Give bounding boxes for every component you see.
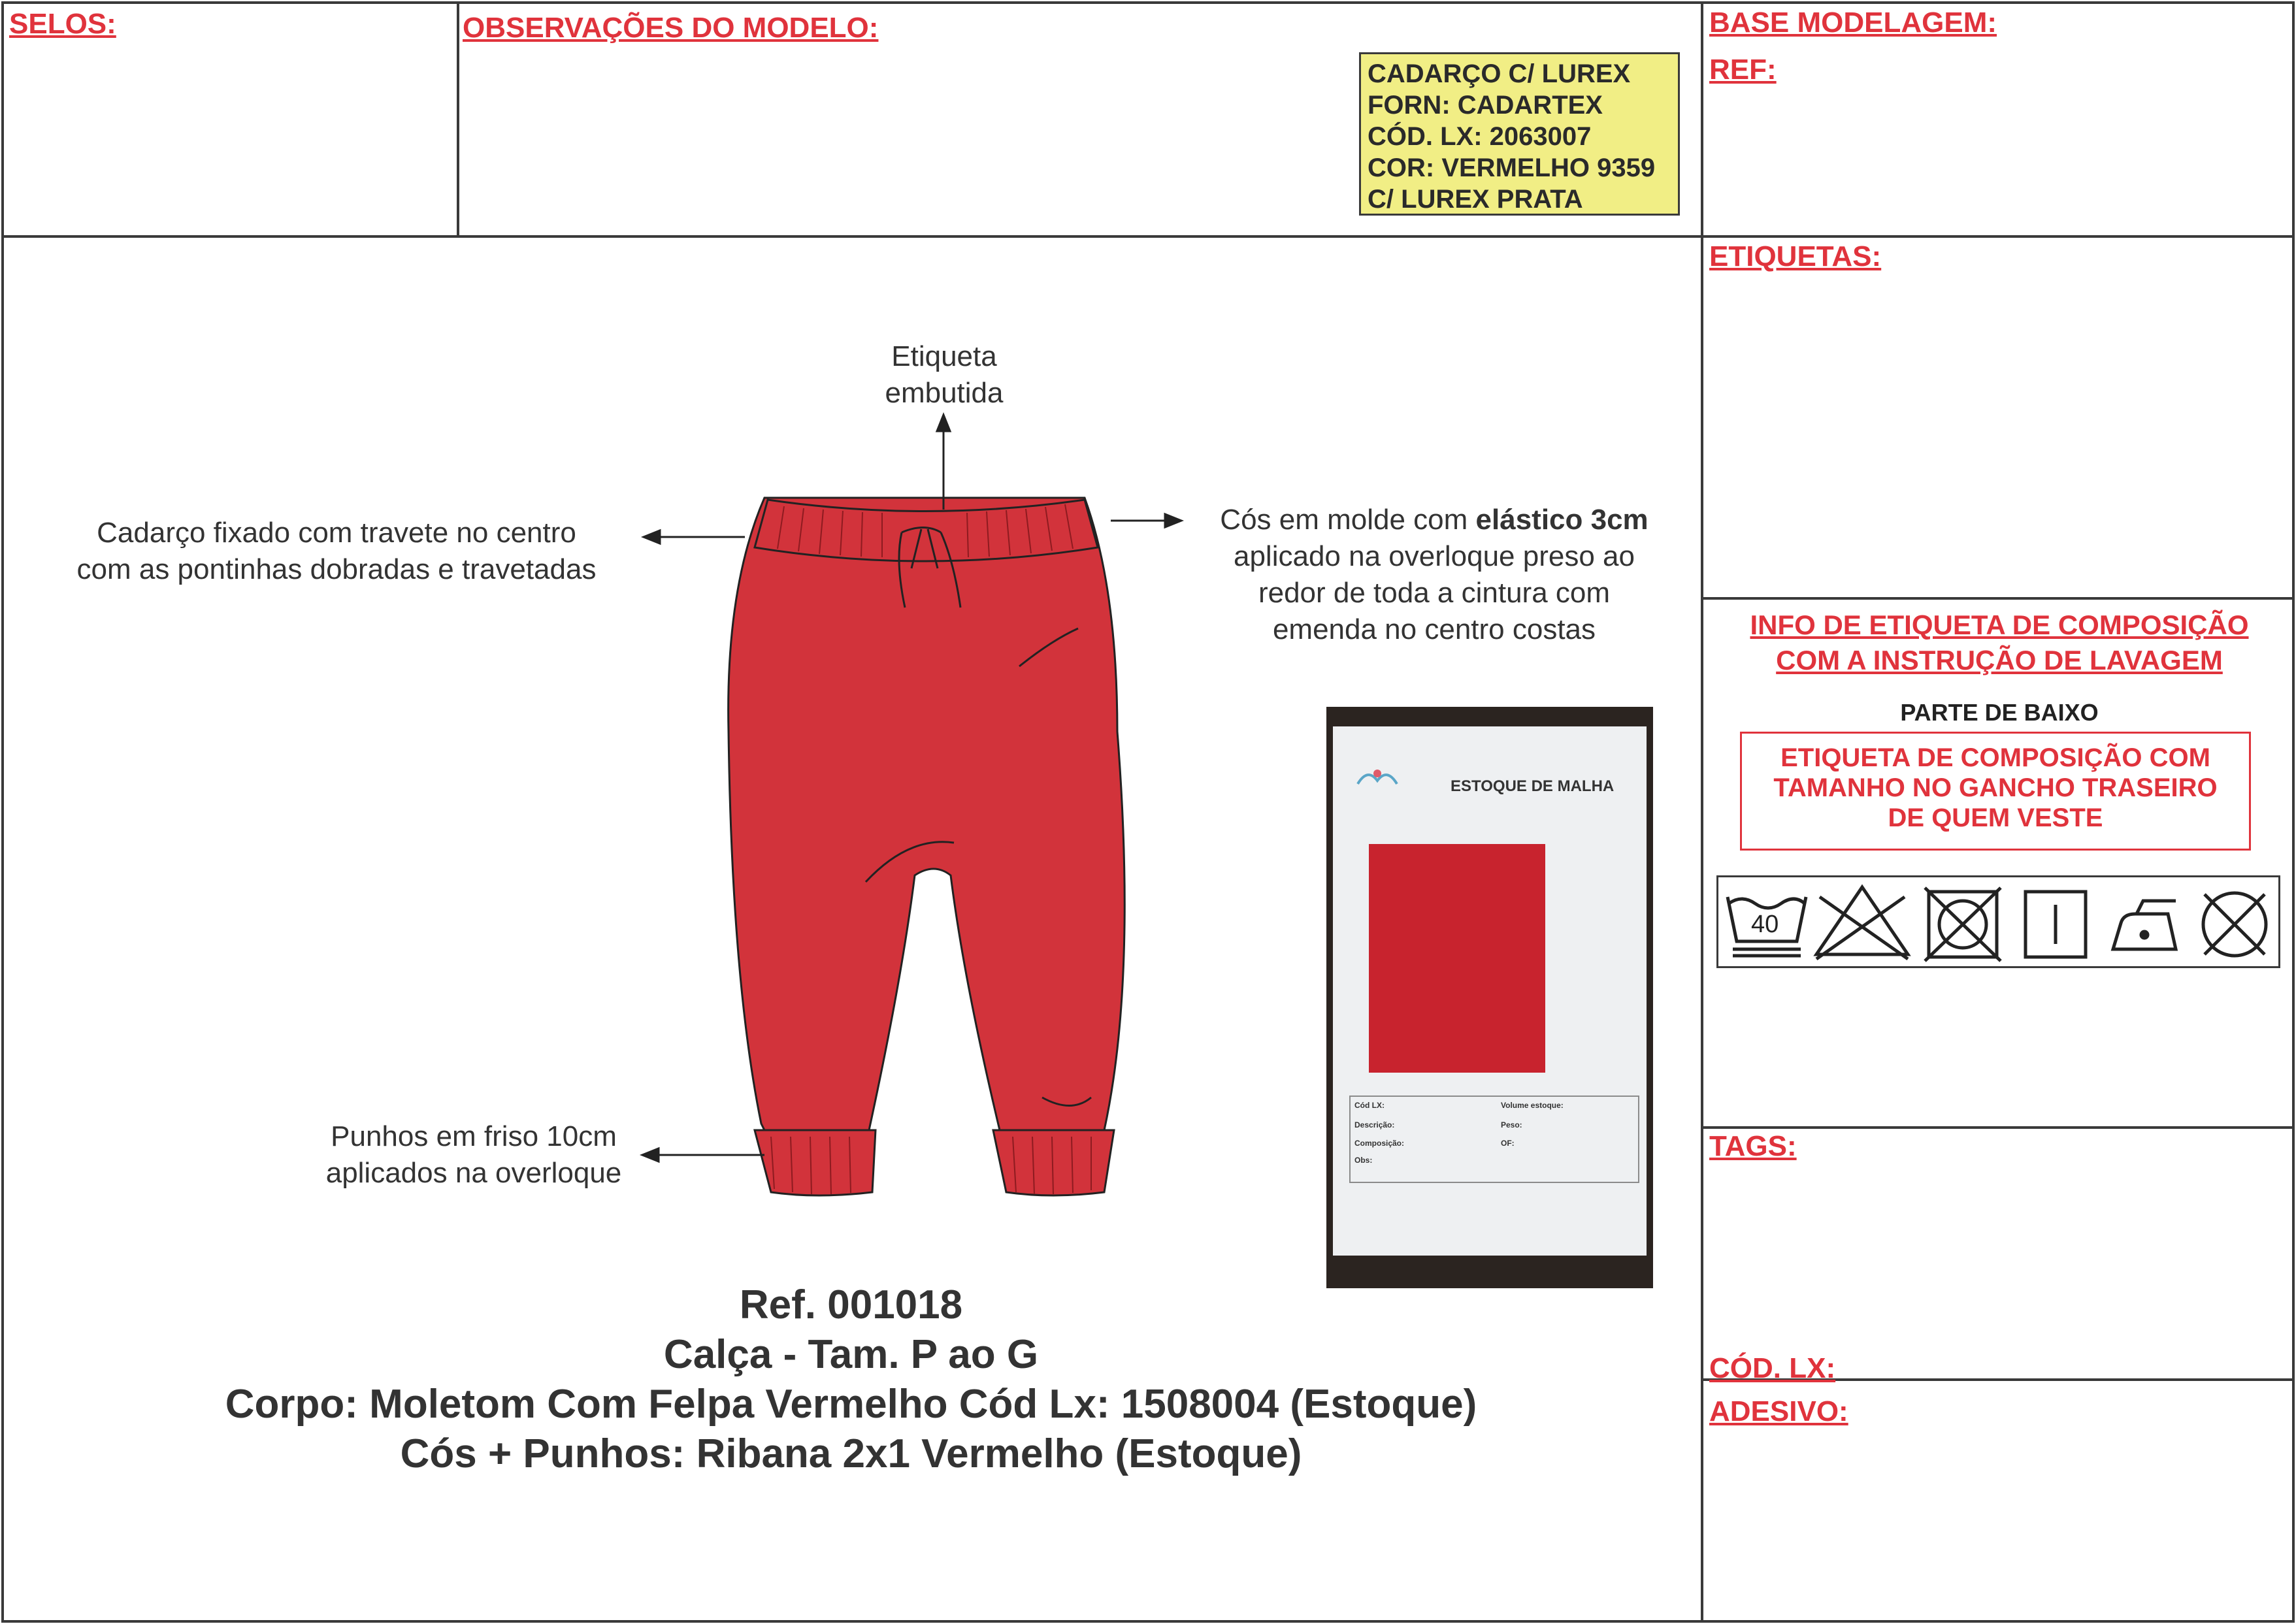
form-field-label: Descrição: (1354, 1120, 1395, 1129)
form-field-label: Peso: (1501, 1120, 1522, 1129)
composition-line: DE QUEM VESTE (1888, 804, 2103, 832)
annotation-bold-text: elástico 3cm (1475, 504, 1648, 536)
fabric-stock-photo (1326, 707, 1653, 1288)
material-line: FORN: CADARTEX (1368, 91, 1603, 120)
form-field-label: Obs: (1354, 1156, 1373, 1165)
adesivo-label: ADESIVO: (1709, 1395, 1848, 1427)
cos-annotation (1183, 502, 1686, 648)
annotation-line (1183, 502, 1686, 538)
material-line: COR: VERMELHO 9359 (1368, 154, 1656, 182)
etiquetas-label: ETIQUETAS: (1709, 240, 1882, 272)
composition-info-title-line: INFO DE ETIQUETA DE COMPOSIÇÃO (1750, 609, 2249, 640)
stock-sheet (1333, 726, 1647, 1256)
annotation-line: aplicados na overloque (325, 1157, 622, 1189)
annotation-line: Etiqueta (891, 340, 997, 372)
stock-form (1349, 1096, 1639, 1183)
composition-line: ETIQUETA DE COMPOSIÇÃO COM (1780, 743, 2210, 772)
product-corpo: Corpo: Moletom Com Felpa Vermelho Cód Lx: 1508004 (Estoque) (225, 1382, 1477, 1427)
annotation-line: emenda no centro costas (1272, 613, 1596, 645)
product-name: Calça - Tam. P ao G (663, 1332, 1039, 1377)
form-field-label: Volume estoque: (1501, 1101, 1564, 1110)
form-field-label: Composição: (1354, 1139, 1405, 1148)
material-line: CÓD. LX: 2063007 (1368, 122, 1592, 151)
cod-lx-label: CÓD. LX: (1709, 1352, 1836, 1384)
form-field-label: OF: (1501, 1139, 1515, 1148)
annotation-line: embutida (885, 377, 1004, 409)
logo-icon (1351, 764, 1403, 797)
annotation-line: com as pontinhas dobradas e travetadas (76, 553, 597, 585)
punhos-annotation (287, 1118, 660, 1192)
cadarco-annotation (39, 515, 634, 588)
annotation-line: Punhos em friso 10cm (331, 1120, 617, 1152)
product-cos: Cós + Punhos: Ribana 2x1 Vermelho (Estoque) (400, 1431, 1302, 1476)
observacoes-label: OBSERVAÇÕES DO MODELO: (463, 12, 879, 44)
ref-label: REF: (1709, 54, 1777, 86)
composition-info-title-line: COM A INSTRUÇÃO DE LAVAGEM (1776, 645, 2223, 675)
tags-label: TAGS: (1709, 1130, 1797, 1162)
material-line: CADARÇO C/ LUREX (1368, 59, 1631, 88)
fabric-swatch (1369, 844, 1545, 1073)
etiqueta-annotation (849, 338, 1039, 412)
composition-line: TAMANHO NO GANCHO TRASEIRO (1773, 773, 2218, 802)
annotation-line: aplicado na overloque preso ao (1233, 540, 1635, 572)
stock-sheet-title: ESTOQUE DE MALHA (1451, 777, 1615, 795)
material-line: C/ LUREX PRATA (1368, 185, 1583, 214)
annotation-line: Cadarço fixado com travete no centro (97, 517, 576, 549)
product-ref: Ref. 001018 (739, 1282, 963, 1327)
annotation-line: redor de toda a cintura com (1258, 577, 1611, 609)
svg-text:40: 40 (1751, 911, 1779, 938)
form-field-label: Cód LX: (1354, 1101, 1385, 1110)
parte-de-baixo-label: PARTE DE BAIXO (1900, 699, 2099, 726)
annotation-text: Cós em molde com (1220, 504, 1476, 536)
selos-label: SELOS: (9, 8, 116, 40)
base-modelagem-label: BASE MODELAGEM: (1709, 7, 1997, 39)
product-title-block (0, 1280, 1702, 1479)
